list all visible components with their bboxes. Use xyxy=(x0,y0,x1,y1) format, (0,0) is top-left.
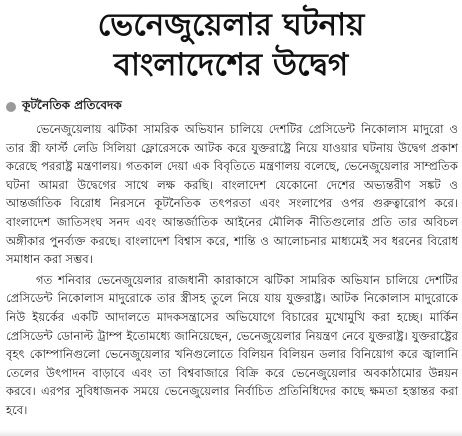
byline xyxy=(6,97,122,117)
bullet-dot-icon xyxy=(6,102,16,112)
article-body xyxy=(6,120,458,422)
paragraph-1: ভেনেজুয়েলায় ঝটিকা সামরিক অভিযান চালিয়ে দেশটির প্রেসিডেন্ট নিকোলাস মাদুরো ও তার স্ত্রী ফার্স্ট লেডি সিলিয়া ফ্লোরেসকে আটক করে যুক্তরাষ্ট্রে নিয়ে যাওয়ার ঘটনায় উদ্বেগ প্রকাশ করেছে পররাষ্ট্র মন্ত্রণালয়। গতকাল দেয়া এক বিবৃতিতে মন্ত্রণালয় বলেছে, ভেনেজুয়েলার সাম্প্রতিক ঘটনা আমরা উদ্বেগের সাথে লক্ষ করছি। বাংলাদেশ যেকোনো দেশের অভ্যন্তরীণ সঙ্কট ও আন্তর্জাতিক বিরোধ নিরসনে কূটনৈতিক তৎপরতা এবং সংলাপের ওপর গুরুত্বারোপ করে। বাংলাদেশ জাতিসংঘ সনদ এবং আন্তর্জাতিক আইনের মৌলিক নীতিগুলোর প্রতি তার অবিচল অঙ্গীকার পুনর্ব্যক্ত করছে। বাংলাদেশ বিশ্বাস করে, শান্তি ও আলোচনার মাধ্যমেই সব ধরনের বিরোধ সমাধান করা সম্ভব। xyxy=(6,122,458,267)
byline-text: কূটনৈতিক প্রতিবেদক xyxy=(22,98,122,112)
headline-line-1: ভেনেজুয়েলার ঘটনায় xyxy=(97,7,365,43)
headline-line-2: বাংলাদেশের উদ্বেগ xyxy=(113,47,349,83)
paragraph-2: গত শনিবার ভেনেজুয়েলার রাজধানী কারাকাসে ঝটিকা সামরিক অভিযান চালিয়ে দেশটির প্রেসিডেন্ট নিকোলাস মাদুরোকে তার স্ত্রীসহ তুলে নিয়ে যায় যুক্তরাষ্ট্র। আটক নিকোলাস মাদুরোকে নিউ ইয়র্কের একটি আদালতে মাদকসন্ত্রাসের অভিযোগে বিচারের মুখোমুখি করা হচ্ছে। মার্কিন প্রেসিডেন্ট ডোনাল্ট ট্রাম্প ইতোমধ্যে জানিয়েছেন, ভেনেজুয়েলার নিয়ন্ত্রণ নেবে যুক্তরাষ্ট্র। যুক্তরাষ্ট্রের বৃহৎ কোম্পানিগুলো ভেনেজুয়েলার খনিগুলোতে বিলিয়ন বিলিয়ন ডলার বিনিয়োগ করে জ্বালানি তেলের উৎপাদন বাড়াবে এবং তা বিশ্ববাজারে বিক্রি করে ভেনেজুয়েলার অবকাঠামোর উন্নয়ন করবে। এরপর সুবিধাজনক সময়ে ভেনেজুয়েলার নির্বাচিত প্রতিনিধিদের কাছে ক্ষমতা হস্তান্তর করা হবে। xyxy=(6,272,458,417)
page-edge xyxy=(0,430,462,436)
